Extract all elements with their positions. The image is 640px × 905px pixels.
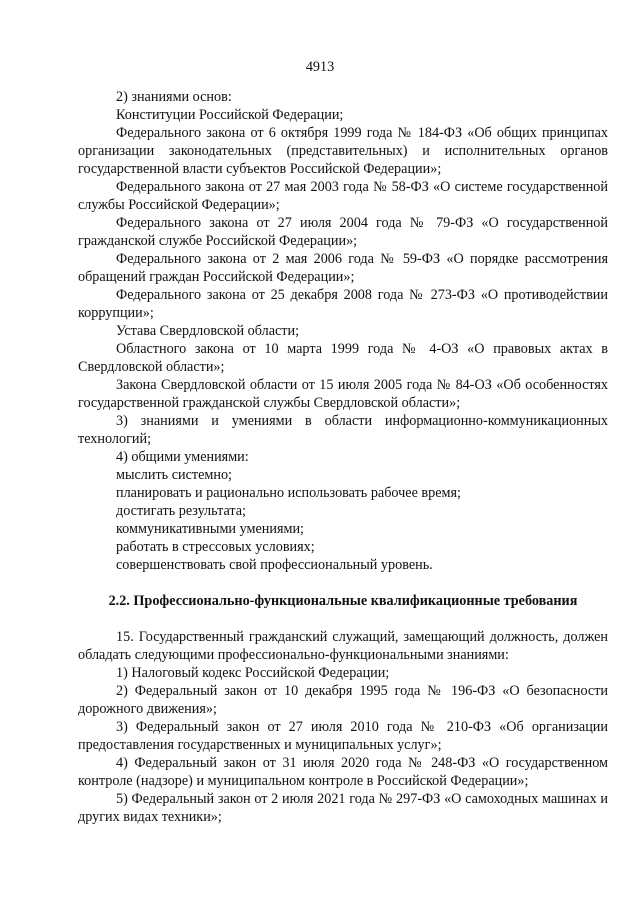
list-item: Федерального закона от 27 мая 2003 года № 58-ФЗ «О системе государственной службы Российской Федерации»; [78, 179, 608, 213]
list-item: Федерального закона от 25 декабря 2008 года № 273-ФЗ «О противодействии коррупции»; [78, 287, 608, 321]
page-number: 4913 [305, 59, 335, 75]
list-item: Конституции Российской Федерации; [116, 107, 344, 123]
list-item: 4) Федеральный закон от 31 июля 2020 года № 248-ФЗ «О государственном контроле (надзоре) и муниципальном контроле в Российской Федерации»; [78, 755, 608, 789]
list-item: 15. Государственный гражданский служащий, замещающий должность, должен обладать следующими профессионально-функциональными знаниями: [78, 629, 608, 663]
list-item: 2) Федеральный закон от 10 декабря 1995 года № 196-ФЗ «О безопасности дорожного движения»; [78, 683, 608, 717]
list-item: Федерального закона от 6 октября 1999 года № 184-ФЗ «Об общих принципах организации законодательных (представительных) и исполнительных органов государственной власти субъектов Российской Федерации»; [78, 125, 608, 177]
list-item: 2) знаниями основ: [116, 89, 232, 105]
list-item: достигать результата; [116, 503, 246, 519]
list-item: коммуникативными умениями; [116, 521, 304, 537]
list-item: совершенствовать свой профессиональный уровень. [116, 557, 433, 573]
list-item: 3) Федеральный закон от 27 июля 2010 года № 210-ФЗ «Об организации предоставления государственных и муниципальных услуг»; [78, 719, 608, 753]
list-item: 1) Налоговый кодекс Российской Федерации; [116, 665, 390, 681]
list-item: Областного закона от 10 марта 1999 года № 4-ОЗ «О правовых актах в Свердловской области»; [78, 341, 608, 375]
document-body [78, 88, 608, 826]
list-item: планировать и рационально использовать рабочее время; [116, 485, 461, 501]
list-item: Федерального закона от 27 июля 2004 года № 79-ФЗ «О государственной гражданской службе Российской Федерации»; [78, 215, 608, 249]
list-item: 4) общими умениями: [116, 449, 249, 465]
list-item: мыслить системно; [116, 467, 232, 483]
list-item: работать в стрессовых условиях; [116, 539, 315, 555]
list-item: 3) знаниями и умениями в области информационно-коммуникационных технологий; [78, 413, 608, 447]
section-heading: 2.2. Профессионально-функциональные квалификационные требования [108, 593, 578, 609]
list-item: Федерального закона от 2 мая 2006 года № 59-ФЗ «О порядке рассмотрения обращений граждан Российской Федерации»; [78, 251, 608, 285]
list-item: Устава Свердловской области; [116, 323, 300, 339]
list-item: Закона Свердловской области от 15 июля 2005 года № 84-ОЗ «Об особенностях государственной гражданской службы Свердловской области»; [78, 377, 608, 411]
list-item: 5) Федеральный закон от 2 июля 2021 года № 297-ФЗ «О самоходных машинах и других видах техники»; [78, 791, 608, 825]
